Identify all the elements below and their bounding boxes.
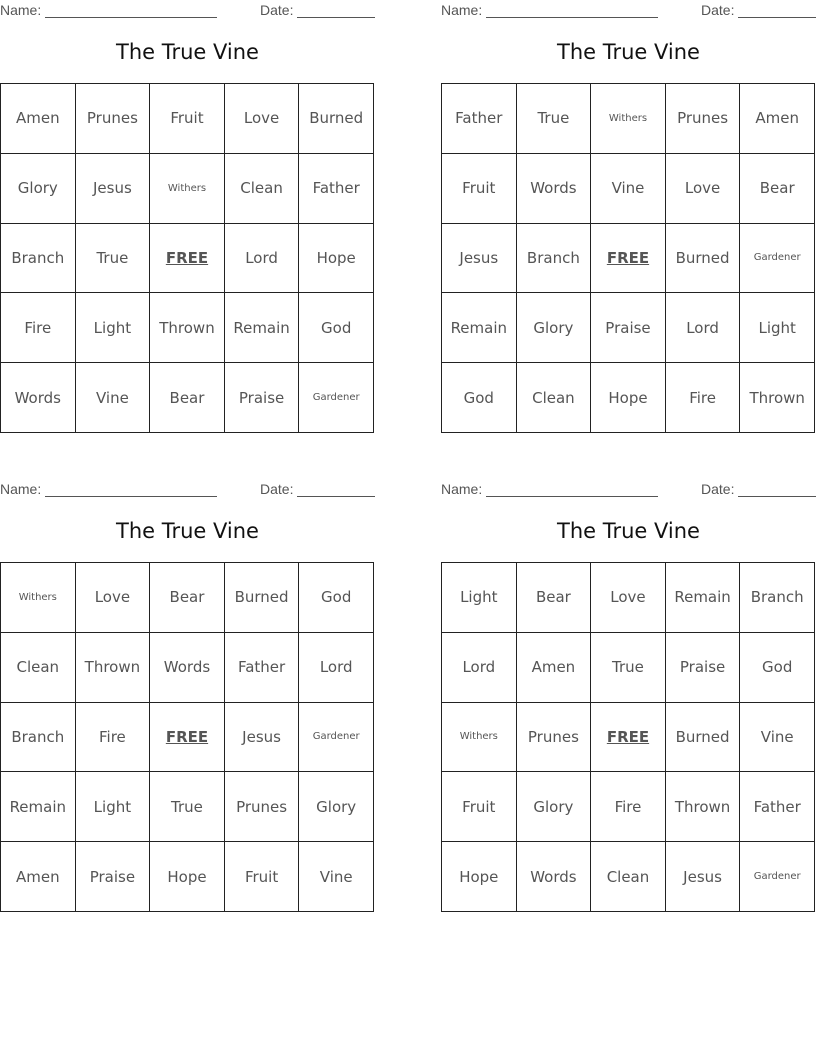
bingo-cell[interactable]: Gardener bbox=[740, 842, 815, 912]
grid-row bbox=[442, 563, 815, 633]
bingo-cell[interactable]: Branch bbox=[740, 563, 815, 633]
bingo-cell[interactable]: Glory bbox=[299, 772, 374, 842]
grid-row bbox=[1, 842, 374, 912]
bingo-cell[interactable]: Love bbox=[75, 563, 150, 633]
bingo-cell[interactable]: Amen bbox=[1, 84, 76, 154]
bingo-cell[interactable]: Fire bbox=[75, 702, 150, 772]
bingo-cell[interactable]: Burned bbox=[665, 702, 740, 772]
card-title: The True Vine bbox=[116, 40, 259, 64]
free-space[interactable]: FREE bbox=[591, 702, 666, 772]
grid-row bbox=[442, 772, 815, 842]
bingo-cell[interactable]: Prunes bbox=[516, 702, 591, 772]
bingo-grid bbox=[441, 83, 815, 433]
grid-row bbox=[442, 84, 815, 154]
bingo-cell[interactable]: Withers bbox=[442, 702, 517, 772]
bingo-cell[interactable]: Words bbox=[150, 632, 225, 702]
bingo-cell[interactable]: Amen bbox=[516, 632, 591, 702]
bingo-cell[interactable]: Words bbox=[516, 153, 591, 223]
grid-row bbox=[1, 772, 374, 842]
free-space[interactable]: FREE bbox=[591, 223, 666, 293]
bingo-cell[interactable]: Father bbox=[224, 632, 299, 702]
bingo-cell[interactable]: Hope bbox=[299, 223, 374, 293]
bingo-cell[interactable]: Light bbox=[75, 293, 150, 363]
date-label: Date: bbox=[701, 2, 735, 18]
bingo-cell[interactable]: Jesus bbox=[224, 702, 299, 772]
bingo-cell[interactable]: Withers bbox=[591, 84, 666, 154]
bingo-cell[interactable]: True bbox=[591, 632, 666, 702]
bingo-cell[interactable]: Branch bbox=[516, 223, 591, 293]
bingo-cell[interactable]: Lord bbox=[665, 293, 740, 363]
grid-row bbox=[442, 293, 815, 363]
bingo-grid bbox=[441, 562, 815, 912]
bingo-cell[interactable]: Hope bbox=[442, 842, 517, 912]
bingo-cell[interactable]: Vine bbox=[591, 153, 666, 223]
bingo-cell[interactable]: Thrown bbox=[665, 772, 740, 842]
card-title: The True Vine bbox=[557, 40, 700, 64]
bingo-cell[interactable]: Fruit bbox=[150, 84, 225, 154]
bingo-cell[interactable]: Love bbox=[665, 153, 740, 223]
bingo-cell[interactable]: Father bbox=[299, 153, 374, 223]
bingo-cell[interactable]: Burned bbox=[665, 223, 740, 293]
bingo-cell[interactable]: Father bbox=[740, 772, 815, 842]
date-label: Date: bbox=[260, 481, 294, 497]
bingo-cell[interactable]: Light bbox=[75, 772, 150, 842]
bingo-grid bbox=[0, 83, 374, 433]
bingo-cell[interactable]: True bbox=[75, 223, 150, 293]
bingo-cell[interactable]: Clean bbox=[516, 363, 591, 433]
bingo-cell[interactable]: Withers bbox=[1, 563, 76, 633]
grid-row bbox=[1, 223, 374, 293]
bingo-cell[interactable]: Love bbox=[224, 84, 299, 154]
grid-row bbox=[1, 84, 374, 154]
grid-row bbox=[442, 842, 815, 912]
bingo-cell[interactable]: Remain bbox=[442, 293, 517, 363]
bingo-cell[interactable]: Thrown bbox=[75, 632, 150, 702]
bingo-cell[interactable]: Glory bbox=[516, 772, 591, 842]
bingo-cell[interactable]: Fruit bbox=[224, 842, 299, 912]
bingo-cell[interactable]: Remain bbox=[665, 563, 740, 633]
grid-row bbox=[442, 702, 815, 772]
bingo-cell[interactable]: Bear bbox=[516, 563, 591, 633]
grid-row bbox=[1, 563, 374, 633]
name-label: Name: bbox=[0, 2, 42, 18]
bingo-cell[interactable]: Light bbox=[442, 563, 517, 633]
date-line[interactable] bbox=[297, 496, 375, 497]
bingo-cell[interactable]: Remain bbox=[224, 293, 299, 363]
date-label: Date: bbox=[701, 481, 735, 497]
date-line[interactable] bbox=[738, 496, 816, 497]
bingo-cell[interactable]: Clean bbox=[1, 632, 76, 702]
free-space[interactable]: FREE bbox=[150, 223, 225, 293]
card-title: The True Vine bbox=[557, 519, 700, 543]
bingo-cell[interactable]: Thrown bbox=[150, 293, 225, 363]
bingo-cell[interactable]: Praise bbox=[591, 293, 666, 363]
date-line[interactable] bbox=[297, 17, 375, 18]
bingo-cell[interactable]: Gardener bbox=[299, 363, 374, 433]
bingo-cell[interactable]: Gardener bbox=[740, 223, 815, 293]
card-header bbox=[441, 481, 816, 497]
bingo-cell[interactable]: God bbox=[442, 363, 517, 433]
bingo-cell[interactable]: Vine bbox=[299, 842, 374, 912]
bingo-cell[interactable]: True bbox=[516, 84, 591, 154]
bingo-cell[interactable]: God bbox=[740, 632, 815, 702]
bingo-cell[interactable]: Vine bbox=[740, 702, 815, 772]
grid-row bbox=[442, 363, 815, 433]
bingo-cell[interactable]: Amen bbox=[1, 842, 76, 912]
bingo-cell[interactable]: Jesus bbox=[442, 223, 517, 293]
name-label: Name: bbox=[0, 481, 42, 497]
grid-row bbox=[1, 363, 374, 433]
bingo-cell[interactable]: Amen bbox=[740, 84, 815, 154]
grid-row bbox=[442, 153, 815, 223]
bingo-cell[interactable]: Fire bbox=[665, 363, 740, 433]
bingo-cell[interactable]: Jesus bbox=[665, 842, 740, 912]
bingo-cell[interactable]: Clean bbox=[224, 153, 299, 223]
bingo-cell[interactable]: God bbox=[299, 293, 374, 363]
name-line[interactable] bbox=[45, 17, 217, 18]
name-line[interactable] bbox=[486, 17, 658, 18]
name-line[interactable] bbox=[486, 496, 658, 497]
bingo-cell[interactable]: Light bbox=[740, 293, 815, 363]
name-label: Name: bbox=[441, 2, 483, 18]
bingo-cell[interactable]: True bbox=[150, 772, 225, 842]
bingo-cell[interactable]: Prunes bbox=[224, 772, 299, 842]
card-header bbox=[441, 2, 816, 18]
card-header bbox=[0, 2, 375, 18]
bingo-cell[interactable]: Lord bbox=[224, 223, 299, 293]
free-space[interactable]: FREE bbox=[150, 702, 225, 772]
bingo-cell[interactable]: Fire bbox=[1, 293, 76, 363]
bingo-cell[interactable]: Praise bbox=[224, 363, 299, 433]
bingo-cell[interactable]: Bear bbox=[150, 363, 225, 433]
grid-row bbox=[442, 632, 815, 702]
bingo-cell[interactable]: Lord bbox=[442, 632, 517, 702]
bingo-cell[interactable]: Glory bbox=[1, 153, 76, 223]
bingo-cell[interactable]: Words bbox=[516, 842, 591, 912]
grid-row bbox=[1, 153, 374, 223]
bingo-cell[interactable]: Hope bbox=[591, 363, 666, 433]
card-header bbox=[0, 481, 375, 497]
bingo-cell[interactable]: Fruit bbox=[442, 772, 517, 842]
bingo-cell[interactable]: Fire bbox=[591, 772, 666, 842]
bingo-cell[interactable]: Bear bbox=[740, 153, 815, 223]
bingo-cell[interactable]: Praise bbox=[75, 842, 150, 912]
grid-row bbox=[442, 223, 815, 293]
bingo-cell[interactable]: Thrown bbox=[740, 363, 815, 433]
bingo-cell[interactable]: Remain bbox=[1, 772, 76, 842]
bingo-cell[interactable]: Father bbox=[442, 84, 517, 154]
bingo-cell[interactable]: Bear bbox=[150, 563, 225, 633]
bingo-cell[interactable]: Prunes bbox=[75, 84, 150, 154]
bingo-cell[interactable]: Clean bbox=[591, 842, 666, 912]
bingo-cell[interactable]: Burned bbox=[299, 84, 374, 154]
grid-row bbox=[1, 632, 374, 702]
grid-row bbox=[1, 702, 374, 772]
bingo-cell[interactable]: Lord bbox=[299, 632, 374, 702]
bingo-cell[interactable]: Burned bbox=[224, 563, 299, 633]
bingo-cell[interactable]: Words bbox=[1, 363, 76, 433]
bingo-cell[interactable]: Hope bbox=[150, 842, 225, 912]
bingo-cell[interactable]: Glory bbox=[516, 293, 591, 363]
name-label: Name: bbox=[441, 481, 483, 497]
bingo-grid bbox=[0, 562, 374, 912]
bingo-cell[interactable]: Branch bbox=[1, 702, 76, 772]
bingo-cell[interactable]: Praise bbox=[665, 632, 740, 702]
bingo-cell[interactable]: Branch bbox=[1, 223, 76, 293]
bingo-cell[interactable]: Jesus bbox=[75, 153, 150, 223]
date-line[interactable] bbox=[738, 17, 816, 18]
bingo-cell[interactable]: Prunes bbox=[665, 84, 740, 154]
bingo-cell[interactable]: Withers bbox=[150, 153, 225, 223]
bingo-cell[interactable]: Vine bbox=[75, 363, 150, 433]
grid-row bbox=[1, 293, 374, 363]
date-label: Date: bbox=[260, 2, 294, 18]
card-title: The True Vine bbox=[116, 519, 259, 543]
name-line[interactable] bbox=[45, 496, 217, 497]
bingo-cell[interactable]: Gardener bbox=[299, 702, 374, 772]
bingo-cell[interactable]: Fruit bbox=[442, 153, 517, 223]
bingo-cell[interactable]: Love bbox=[591, 563, 666, 633]
bingo-cell[interactable]: God bbox=[299, 563, 374, 633]
